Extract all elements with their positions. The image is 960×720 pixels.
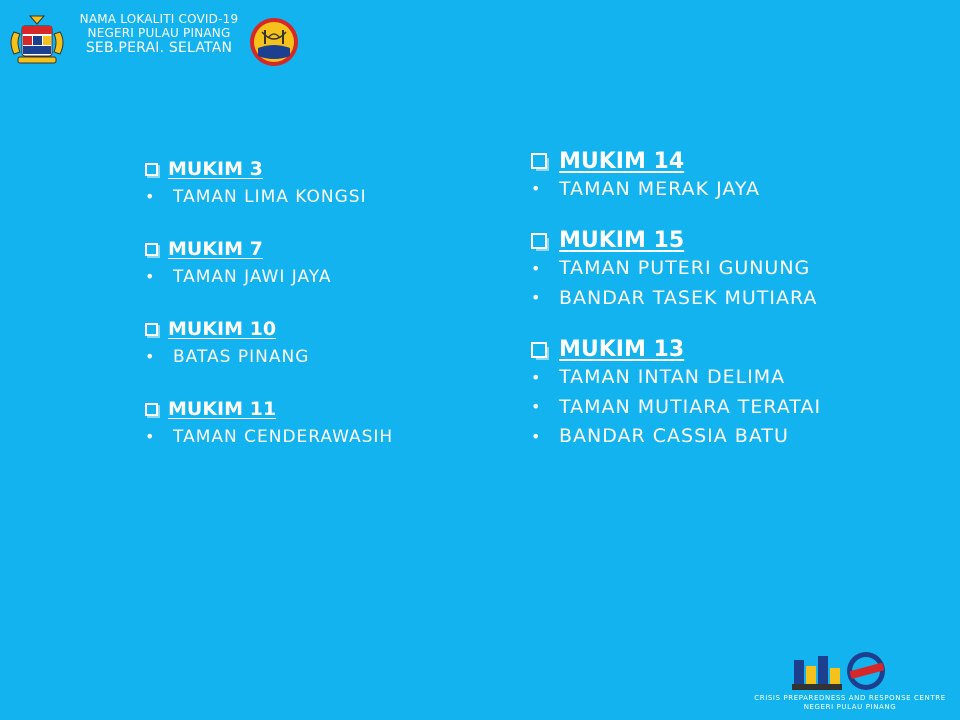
- bullet-icon: •: [531, 367, 541, 387]
- mukim-heading-text: MUKIM 13: [559, 337, 685, 362]
- locality-item: [145, 262, 505, 291]
- checkbox-icon: [145, 243, 158, 256]
- cprc-logos: [792, 650, 892, 692]
- locality-name: TAMAN MUTIARA TERATAI: [559, 395, 822, 418]
- mukim-heading: [145, 316, 505, 342]
- mukim-heading-text: MUKIM 11: [168, 398, 277, 420]
- mukim-heading: [145, 236, 505, 262]
- locality-item: [531, 254, 931, 284]
- locality-item: [531, 392, 931, 422]
- header-line-2: NEGERI PULAU PINANG: [87, 26, 231, 40]
- locality-name: BANDAR TASEK MUTIARA: [559, 286, 818, 309]
- bullet-icon: •: [145, 187, 155, 206]
- mukim-heading-text: MUKIM 10: [168, 318, 277, 340]
- locality-item: [145, 182, 505, 211]
- bullet-icon: •: [145, 427, 155, 446]
- mukim-heading-text: MUKIM 7: [168, 238, 263, 260]
- locality-item: [145, 422, 505, 451]
- mukim-group: [145, 316, 505, 371]
- penang-state-logo: [248, 16, 300, 68]
- locality-name: TAMAN CENDERAWASIH: [173, 426, 394, 447]
- checkbox-icon: [531, 153, 547, 169]
- checkbox-icon: [145, 163, 158, 176]
- locality-item: [531, 174, 931, 204]
- mukim-heading: [531, 337, 931, 363]
- bullet-icon: •: [531, 397, 541, 417]
- header-title-block: [66, 12, 252, 57]
- locality-name: BANDAR CASSIA BATU: [559, 425, 789, 448]
- locality-name: TAMAN INTAN DELIMA: [559, 366, 786, 389]
- mukim-heading: [145, 156, 505, 182]
- right-column: [531, 148, 931, 475]
- mukim-heading-text: MUKIM 14: [559, 148, 685, 174]
- bullet-icon: •: [531, 426, 541, 446]
- locality-name: TAMAN JAWI JAYA: [173, 266, 332, 287]
- locality-name: BATAS PINANG: [173, 346, 310, 367]
- locality-item: [531, 363, 931, 393]
- mukim-group: [145, 236, 505, 291]
- locality-item: [531, 283, 931, 313]
- mukim-group: [145, 396, 505, 451]
- mukim-heading-text: MUKIM 15: [559, 228, 685, 253]
- checkbox-icon: [531, 342, 547, 358]
- locality-name: TAMAN MERAK JAYA: [559, 177, 761, 200]
- bullet-icon: •: [531, 288, 541, 308]
- mukim-heading: [531, 148, 931, 174]
- mukim-heading-text: MUKIM 3: [168, 158, 263, 180]
- locality-name: TAMAN LIMA KONGSI: [173, 186, 367, 207]
- footer: [744, 650, 956, 718]
- header-line-1: NAMA LOKALITI COVID-19: [79, 12, 239, 26]
- bullet-icon: •: [145, 347, 155, 366]
- mukim-group: [531, 228, 931, 313]
- footer-line-2: NEGERI PULAU PINANG: [803, 703, 897, 711]
- checkbox-icon: [145, 403, 158, 416]
- mukim-heading: [531, 228, 931, 254]
- locality-name: TAMAN PUTERI GUNUNG: [559, 257, 811, 280]
- locality-item: [531, 422, 931, 452]
- mukim-group: [531, 337, 931, 452]
- checkbox-icon: [145, 323, 158, 336]
- mukim-group: [145, 156, 505, 211]
- mukim-group: [531, 148, 931, 204]
- mukim-heading: [145, 396, 505, 422]
- coat-of-arms-logo: [6, 12, 68, 66]
- bullet-icon: •: [145, 267, 155, 286]
- footer-line-1: CRISIS PREPAREDNESS AND RESPONSE CENTRE: [754, 694, 946, 702]
- bullet-icon: •: [531, 179, 541, 199]
- header-line-3: SEB.PERAI. SELATAN: [85, 40, 233, 56]
- checkbox-icon: [531, 233, 547, 249]
- bullet-icon: •: [531, 258, 541, 278]
- header: [0, 0, 310, 70]
- locality-item: [145, 342, 505, 371]
- left-column: [145, 156, 505, 476]
